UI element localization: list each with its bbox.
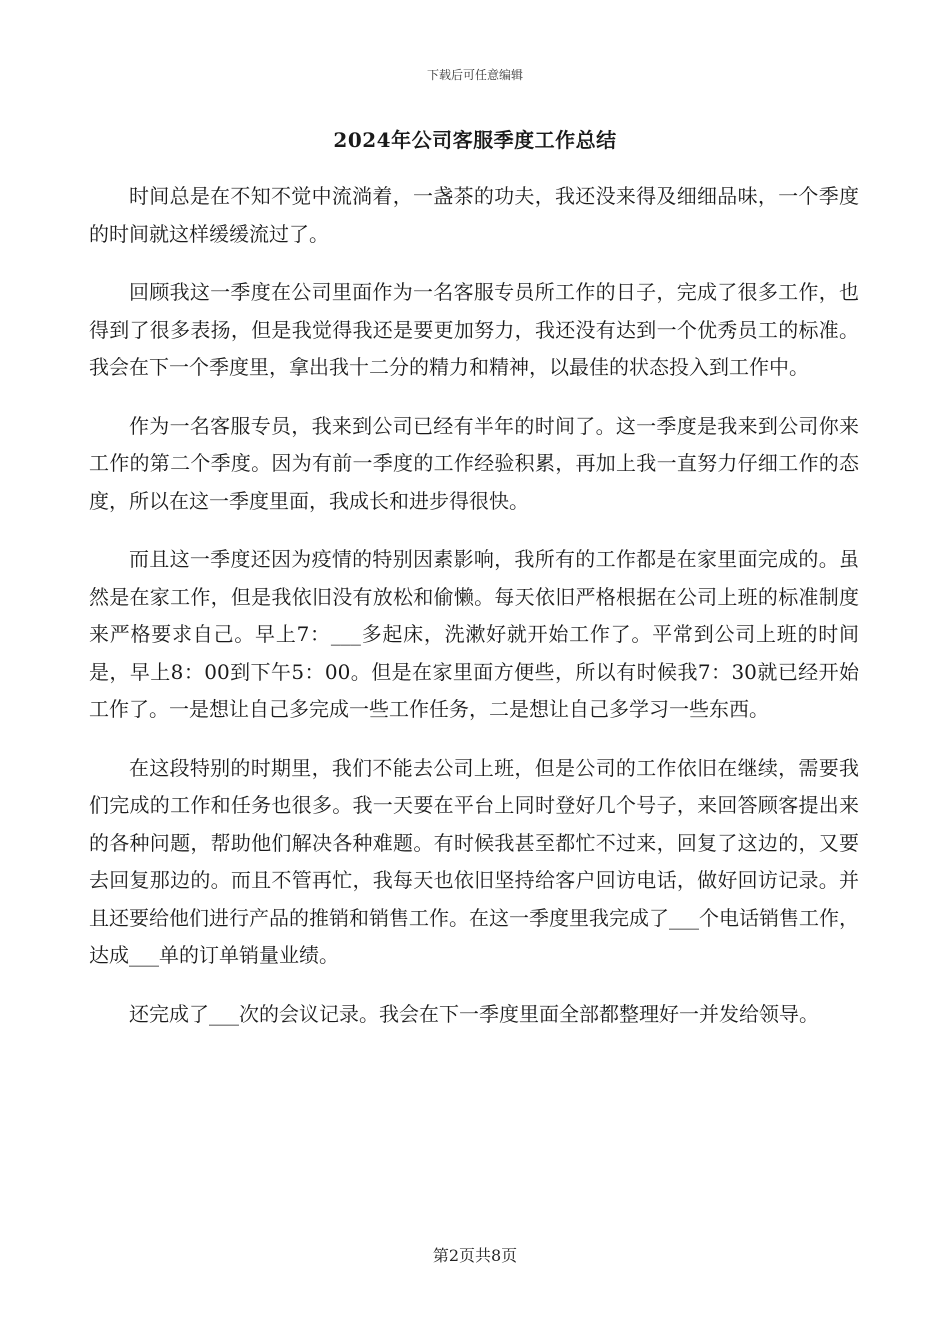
paragraph: 作为一名客服专员，我来到公司已经有半年的时间了。这一季度是我来到公司你来工作的第二个季度。因为有前一季度的工作经验积累，再加上我一直努力仔细工作的态度，所以在这一季度里面，我成长和进步得很快。 (89, 413, 859, 513)
document-title: 2024年公司客服季度工作总结 (333, 128, 617, 152)
paragraph: 而且这一季度还因为疫情的特别因素影响，我所有的工作都是在家里面完成的。虽然是在家工作，但是我依旧没有放松和偷懒。每天依旧严格根据在公司上班的标准制度来严格要求自己。早上7：___多起床，洗漱好就开始工作了。平常到公司上班的时间是，早上8：00到下午5：00。但是在家里面方便些，所以有时候我7：30就已经开始工作了。一是想让自己多完成一些工作任务，二是想让自己多学习一些东西。 (89, 547, 859, 721)
header-note: 下载后可任意编辑 (426, 68, 523, 82)
document-body (89, 178, 859, 1054)
page-number: 第2页共8页 (432, 1246, 518, 1265)
paragraph: 回顾我这一季度在公司里面作为一名客服专员所工作的日子，完成了很多工作，也得到了很多表扬，但是我觉得我还是要更加努力，我还没有达到一个优秀员工的标准。我会在下一个季度里，拿出我十二分的精力和精神，以最佳的状态投入到工作中。 (89, 280, 859, 379)
paragraph: 在这段特别的时期里，我们不能去公司上班，但是公司的工作依旧在继续，需要我们完成的工作和任务也很多。我一天要在平台上同时登好几个号子，来回答顾客提出来的各种问题，帮助他们解决各种难题。有时候我甚至都忙不过来，回复了这边的，又要去回复那边的。而且不管再忙，我每天也依旧坚持给客户回访电话，做好回访记录。并且还要给他们进行产品的推销和销售工作。在这一季度里我完成了___个电话销售工作，达成___单的订单销量业绩。 (89, 755, 859, 967)
paragraph: 还完成了___次的会议记录。我会在下一季度里面全部都整理好一并发给领导。 (129, 1001, 819, 1026)
paragraph: 时间总是在不知不觉中流淌着，一盏茶的功夫，我还没来得及细细品味，一个季度的时间就这样缓缓流过了。 (89, 184, 859, 246)
